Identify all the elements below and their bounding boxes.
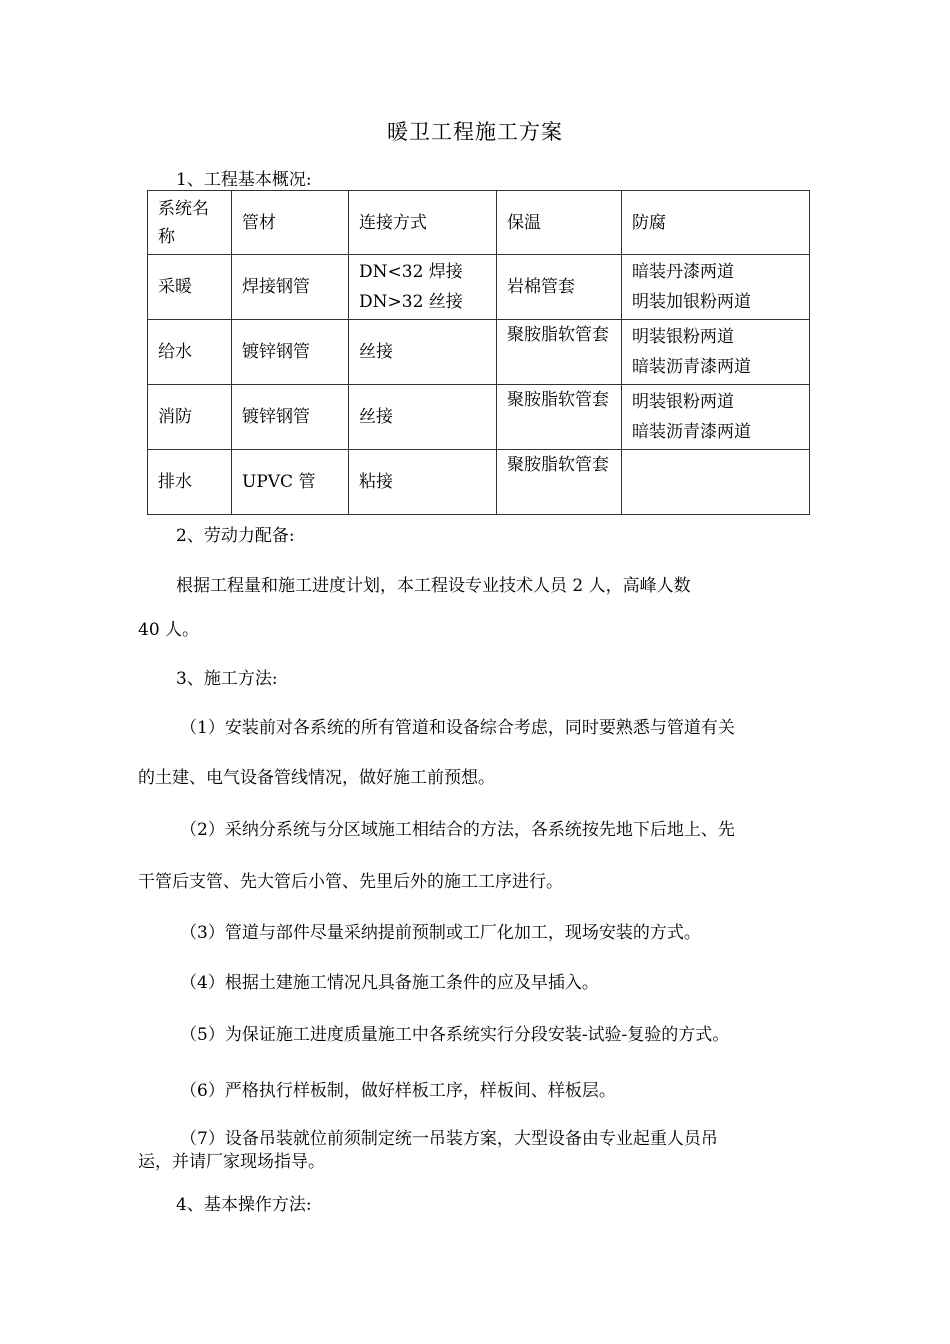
header-connection: 连接方式	[349, 191, 497, 255]
table-header-row	[148, 191, 810, 255]
cell-connection: 粘接	[349, 450, 497, 515]
method-1-line1: （1）安装前对各系统的所有管道和设备综合考虑，同时要熟悉与管道有关	[180, 718, 735, 738]
cell-system: 采暖	[148, 255, 232, 320]
anticorrosion-line: 明装银粉两道	[632, 327, 734, 347]
method-2-line1: （2）采纳分系统与分区域施工相结合的方法，各系统按先地下后地上、先	[180, 820, 735, 840]
header-anticorrosion: 防腐	[622, 191, 810, 255]
anticorrosion-line: 明装加银粉两道	[632, 292, 751, 312]
method-7-line2: 运，并请厂家现场指导。	[138, 1152, 325, 1172]
page-title: 暖卫工程施工方案	[387, 120, 563, 144]
section3-heading: 3、施工方法:	[176, 669, 278, 689]
cell-connection: 丝接	[349, 385, 497, 450]
method-5: （5）为保证施工进度质量施工中各系统实行分段安装-试验-复验的方式。	[180, 1025, 730, 1045]
cell-insulation: 聚胺脂软管套	[497, 450, 622, 515]
system-spec-table	[147, 190, 810, 515]
cell-system: 给水	[148, 320, 232, 385]
method-1-line2: 的土建、电气设备管线情况，做好施工前预想。	[138, 768, 495, 788]
section4-heading: 4、基本操作方法:	[176, 1195, 312, 1215]
cell-pipe: 镀锌钢管	[232, 385, 349, 450]
cell-anticorrosion	[622, 320, 810, 385]
header-system	[148, 191, 232, 255]
section2-heading: 2、劳动力配备:	[176, 526, 295, 546]
connection-line: DN<32 焊接	[359, 262, 463, 282]
method-4: （4）根据土建施工情况凡具备施工条件的应及早插入。	[180, 973, 599, 993]
cell-system: 消防	[148, 385, 232, 450]
anticorrosion-line: 暗装丹漆两道	[632, 262, 734, 282]
method-3: （3）管道与部件尽量采纳提前预制或工厂化加工，现场安装的方式。	[180, 923, 701, 943]
table-row	[148, 255, 810, 320]
cell-pipe: UPVC 管	[232, 450, 349, 515]
cell-anticorrosion	[622, 255, 810, 320]
table-row	[148, 320, 810, 385]
cell-anticorrosion	[622, 385, 810, 450]
method-6: （6）严格执行样板制，做好样板工序，样板间、样板层。	[180, 1081, 616, 1101]
section2-text-line1: 根据工程量和施工进度计划，本工程设专业技术人员 2 人，高峰人数	[176, 576, 691, 596]
anticorrosion-line: 暗装沥青漆两道	[632, 422, 751, 442]
header-insulation: 保温	[497, 191, 622, 255]
cell-insulation: 聚胺脂软管套	[497, 320, 622, 385]
cell-insulation: 岩棉管套	[497, 255, 622, 320]
section2-text-line2: 40 人。	[138, 620, 200, 640]
method-2-line2: 干管后支管、先大管后小管、先里后外的施工工序进行。	[138, 872, 563, 892]
cell-anticorrosion	[622, 450, 810, 515]
connection-line: DN>32 丝接	[359, 292, 463, 312]
cell-insulation: 聚胺脂软管套	[497, 385, 622, 450]
section1-heading: 1、工程基本概况:	[176, 170, 312, 190]
table-row	[148, 385, 810, 450]
method-7-line1: （7）设备吊装就位前须制定统一吊装方案，大型设备由专业起重人员吊	[180, 1129, 718, 1149]
anticorrosion-line: 明装银粉两道	[632, 392, 734, 412]
cell-pipe: 焊接钢管	[232, 255, 349, 320]
table-row	[148, 450, 810, 515]
header-system-line1: 系统名	[158, 198, 209, 219]
anticorrosion-line: 暗装沥青漆两道	[632, 357, 751, 377]
cell-pipe: 镀锌钢管	[232, 320, 349, 385]
header-system-line2: 称	[158, 226, 175, 247]
cell-system: 排水	[148, 450, 232, 515]
cell-connection	[349, 255, 497, 320]
header-pipe: 管材	[232, 191, 349, 255]
cell-connection: 丝接	[349, 320, 497, 385]
